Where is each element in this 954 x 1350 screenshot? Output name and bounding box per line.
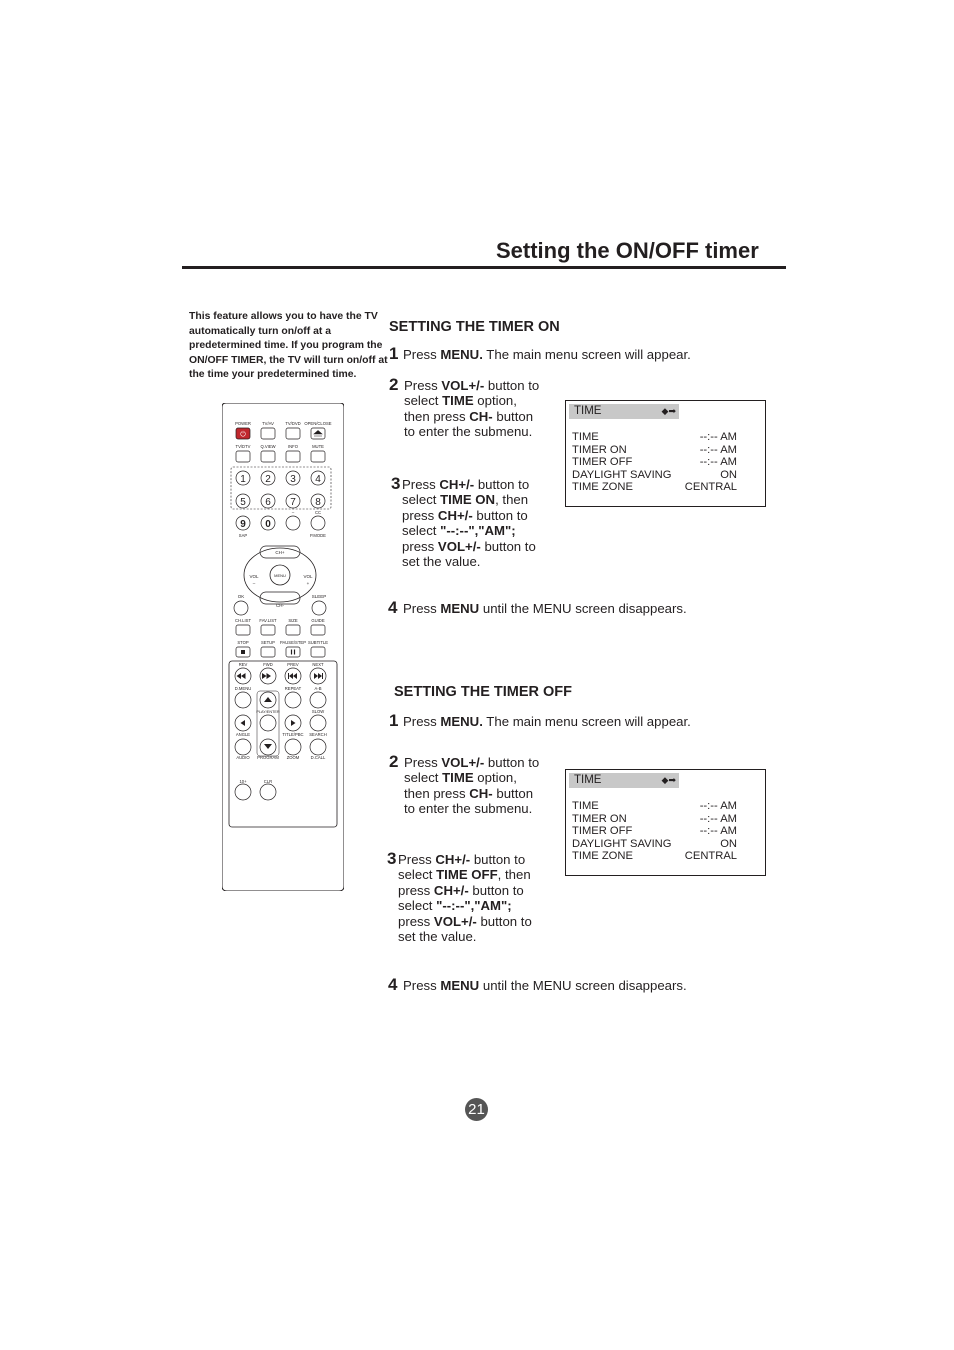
osd-row-timer-on: TIMER ON --:-- AM	[572, 813, 737, 825]
remote-label-ok: OK	[237, 594, 245, 599]
remote-label-menu: MENU	[274, 573, 286, 578]
remote-label-audio: AUDIO	[236, 755, 250, 760]
remote-label-cc: CC	[314, 510, 322, 515]
remote-label-angle: ANGLE	[235, 732, 251, 737]
arrow-up-icon	[264, 697, 272, 702]
osd-header: TIME ◆➡	[569, 404, 679, 419]
tvdvd-button	[286, 428, 300, 439]
remote-label-tenplus: 10+	[239, 779, 247, 784]
osd-row-timer-off: TIMER OFF --:-- AM	[572, 825, 737, 837]
osd-row-time-zone: TIME ZONE CENTRAL	[572, 850, 737, 862]
remote-label-vol-plus: +	[306, 581, 310, 586]
timer-on-step4-text: Press MENU until the MENU screen disappears.	[403, 601, 687, 616]
timer-on-step2-text: Press VOL+/- button to select TIME option, then press CH- button to enter the submenu.	[404, 378, 540, 440]
timer-off-step1-number: 1	[389, 711, 399, 730]
next-icon	[314, 673, 323, 679]
remote-label-pausestep: PAUSE/STEP	[280, 640, 306, 645]
timer-off-step4-text: Press MENU until the MENU screen disappears.	[403, 978, 687, 993]
remote-label-ab: A-B	[314, 686, 322, 691]
timer-on-heading: SETTING THE TIMER ON	[389, 319, 560, 335]
timer-off-step3-text: Press CH+/- button to select TIME OFF, then press CH+/- button to select "--:--","AM"; press VOL+/- button to set the value.	[398, 852, 532, 945]
arrow-right-icon	[291, 720, 296, 726]
osd-row-time-zone: TIME ZONE CENTRAL	[572, 481, 737, 493]
remote-label-guide: GUIDE	[311, 618, 325, 623]
remote-label-chlist: CH.LIST	[234, 618, 252, 623]
remote-label-search: SEARCH	[309, 732, 327, 737]
timer-on-step2-number: 2	[389, 375, 399, 394]
eject-icon	[314, 431, 322, 437]
remote-label-chup: CH+	[275, 550, 285, 555]
page-title: Setting the ON/OFF timer	[496, 238, 759, 263]
timer-on-step1-text: Press MENU. The main menu screen will appear.	[403, 347, 691, 362]
left-right-arrows-icon: ◆➡	[661, 406, 676, 416]
timer-off-osd-menu	[565, 769, 766, 876]
rewind-icon	[237, 673, 246, 679]
key-1: 1	[240, 474, 246, 485]
arrow-down-icon	[264, 744, 272, 749]
key-3: 3	[290, 474, 296, 485]
left-right-arrows-icon: ◆➡	[661, 775, 676, 785]
remote-label-dmenu: D.MENU	[234, 686, 252, 691]
remote-control-illustration	[222, 403, 344, 891]
timer-off-step2-number: 2	[389, 752, 399, 771]
osd-row-timer-off: TIMER OFF --:-- AM	[572, 456, 737, 468]
key-0: 0	[265, 519, 271, 530]
key-4: 4	[315, 474, 321, 485]
timer-on-step3-text: Press CH+/- button to select TIME ON, then press CH+/- button to select "--:--","AM"; press VOL+/- button to set the value.	[402, 477, 536, 570]
timer-on-step1-number: 1	[389, 344, 399, 363]
key-8: 8	[315, 497, 321, 508]
timer-on-osd-menu	[565, 400, 766, 507]
remote-label-vol-minus: –	[252, 581, 256, 586]
tvav-button	[261, 428, 275, 439]
fast-forward-icon	[262, 673, 271, 679]
stop-icon	[241, 650, 245, 654]
arrow-left-icon	[241, 720, 246, 726]
osd-row-daylight-saving: DAYLIGHT SAVING ON	[572, 469, 737, 481]
remote-label-tvdvd: TV/DVD	[285, 421, 301, 426]
remote-label-fwd: FWD	[263, 662, 273, 667]
remote-label-playenter: PLAY/ENTER	[256, 710, 280, 714]
timer-on-step4-number: 4	[388, 598, 398, 617]
remote-label-power: POWER	[235, 421, 251, 426]
osd-row-daylight-saving: DAYLIGHT SAVING ON	[572, 838, 737, 850]
remote-label-tvdtv: TV/DTV	[235, 444, 251, 449]
remote-label-subtitle: SUBTITLE	[307, 640, 329, 645]
page-number: 21	[465, 1098, 488, 1121]
remote-label-program: PROGRAM	[257, 755, 279, 760]
key-2: 2	[265, 474, 271, 485]
remote-label-info: INFO	[287, 444, 299, 449]
pause-icon	[292, 650, 295, 655]
timer-on-step3-number: 3	[391, 474, 401, 493]
remote-label-dash: –	[291, 510, 295, 515]
key-6: 6	[265, 497, 271, 508]
remote-label-vol-left: VOL	[249, 574, 259, 579]
remote-label-stop: STOP	[237, 640, 249, 645]
remote-label-prev: PREV	[287, 662, 299, 667]
osd-row-time: TIME --:-- AM	[572, 431, 737, 443]
osd-row-timer-on: TIMER ON --:-- AM	[572, 444, 737, 456]
timer-off-step1-text: Press MENU. The main menu screen will appear.	[403, 714, 691, 729]
timer-off-step2-text: Press VOL+/- button to select TIME option, then press CH- button to enter the submenu.	[404, 755, 540, 817]
title-rule	[182, 266, 786, 269]
remote-label-dcall: D.CALL	[310, 755, 326, 760]
osd-row-time: TIME --:-- AM	[572, 800, 737, 812]
timer-off-step3-number: 3	[387, 849, 397, 868]
remote-label-clr: CLR	[263, 779, 273, 784]
key-9: 9	[240, 519, 246, 530]
remote-label-next: NEXT	[312, 662, 324, 667]
remote-label-mute: MUTE	[312, 444, 324, 449]
remote-label-size: SIZE	[288, 618, 298, 623]
timer-off-heading: SETTING THE TIMER OFF	[394, 684, 573, 700]
previous-icon	[288, 673, 297, 679]
osd-header: TIME ◆➡	[569, 773, 679, 788]
key-5: 5	[240, 497, 246, 508]
remote-label-chdown: CH-	[276, 603, 284, 608]
remote-label-rev: REV	[238, 662, 248, 667]
remote-label-vol-right: VOL	[303, 574, 313, 579]
remote-label-sap: SAP	[238, 533, 248, 538]
remote-label-slow: SLOW	[311, 709, 325, 714]
remote-label-zoom: ZOOM	[286, 755, 300, 760]
power-icon: ⏻	[240, 431, 246, 439]
remote-label-qview: Q.VIEW	[260, 444, 276, 449]
intro-text: This feature allows you to have the TV automatically turn on/off at a predetermined time. If you program the ON/OFF TIMER, the TV will turn on/off at the time your predetermined time.	[189, 311, 388, 381]
remote-label-pmode: P.MODE	[310, 533, 326, 538]
remote-label-repeat: REPEAT	[284, 686, 302, 691]
remote-label-favlist: FAV.LIST	[259, 618, 277, 623]
key-7: 7	[290, 497, 296, 508]
remote-label-titlepbc: TITLE/PBC	[282, 732, 304, 737]
remote-label-openclose: OPEN/CLOSE	[304, 421, 332, 426]
remote-label-tvav: TV/AV	[262, 421, 274, 426]
remote-label-sleep: SLEEP	[311, 594, 327, 599]
remote-label-setup: SETUP	[261, 640, 275, 645]
timer-off-step4-number: 4	[388, 975, 398, 994]
